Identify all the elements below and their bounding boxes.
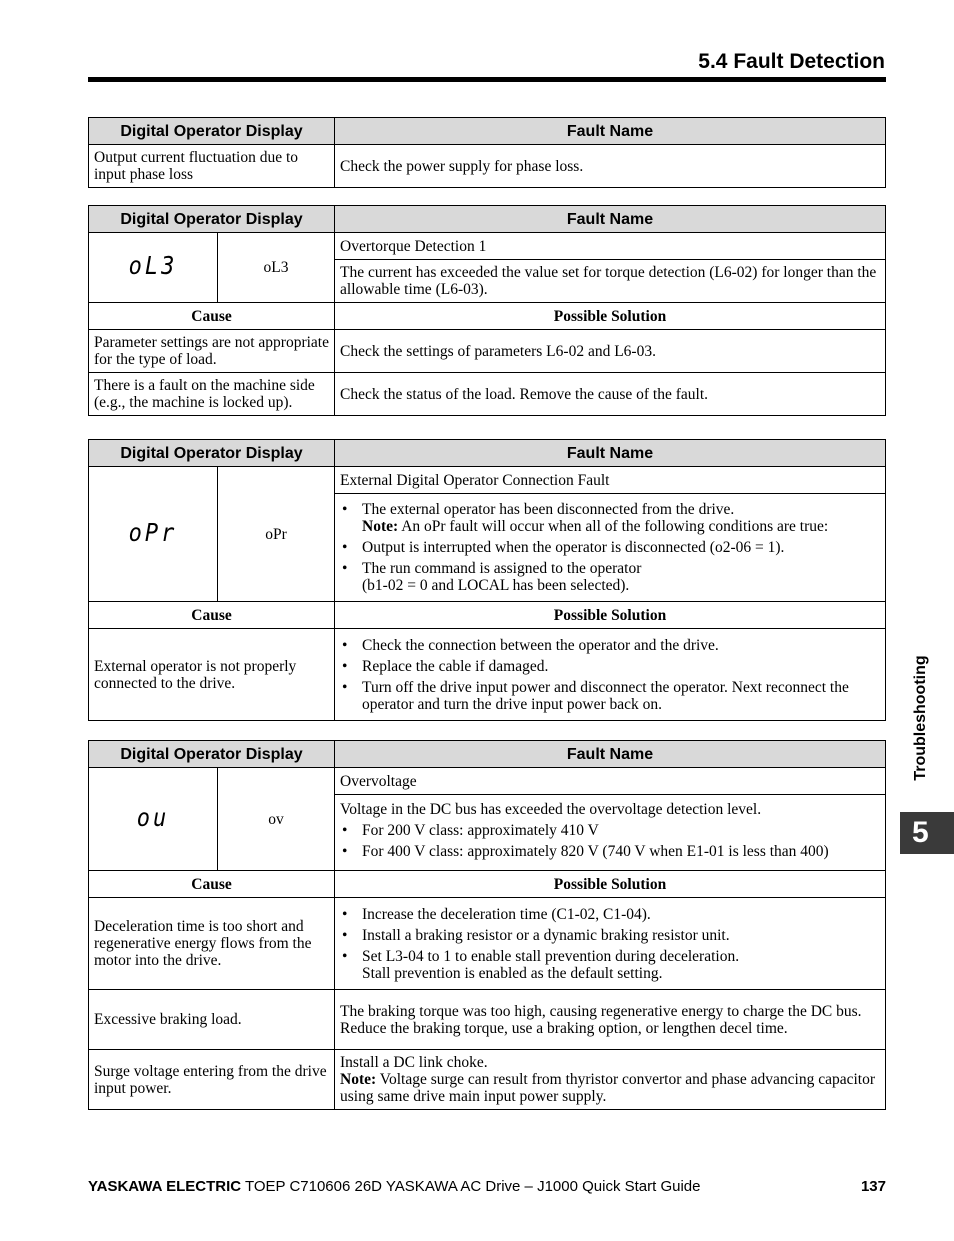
list-item: • For 400 V class: approximately 820 V (740 V when E1-01 is less than 400) bbox=[340, 843, 880, 860]
fault-name: Overvoltage bbox=[335, 768, 886, 795]
col-header-fault: Fault Name bbox=[335, 440, 886, 467]
fault-name: External Digital Operator Connection Fault bbox=[335, 467, 886, 494]
chapter-number-tab: 5 bbox=[900, 812, 954, 854]
list-item: • Check the connection between the operator and the drive. bbox=[340, 637, 880, 654]
led-text: oL3 bbox=[128, 252, 178, 281]
footer-brand: YASKAWA ELECTRIC bbox=[88, 1178, 242, 1195]
solution-cell: The braking torque was too high, causing regenerative energy to charge the DC bus. Reduce the braking torque, use a braking option, or lengthen decel time. bbox=[335, 990, 886, 1050]
side-tab-troubleshooting: Troubleshooting bbox=[912, 654, 929, 781]
solution-cell: Check the settings of parameters L6-02 and L6-03. bbox=[335, 330, 886, 373]
col-header-fault: Fault Name bbox=[335, 206, 886, 233]
note-label: Note: bbox=[362, 518, 399, 535]
fault-table-ov bbox=[88, 740, 886, 1110]
list-item: • The external operator has been disconnected from the drive. Note: An oPr fault will occur when all of the following conditions are true: bbox=[340, 501, 880, 535]
col-header-display: Digital Operator Display bbox=[89, 440, 335, 467]
cause-header: Cause bbox=[89, 871, 335, 898]
cause-cell: There is a fault on the machine side (e.g., the machine is locked up). bbox=[89, 373, 335, 416]
fault-code: oPr bbox=[218, 467, 335, 602]
fault-description: Voltage in the DC bus has exceeded the overvoltage detection level. • For 200 V class: approximately 410 V • For 400 V class: approximately 820 V (740 V when E1-01 is less than 400) bbox=[335, 795, 886, 871]
solution-cell: Install a DC link choke. Note: Voltage surge can result from thyristor convertor and phase advancing capacitor using same drive main input power supply. bbox=[335, 1050, 886, 1110]
solution-header: Possible Solution bbox=[335, 602, 886, 629]
footer bbox=[88, 1178, 886, 1195]
led-display bbox=[89, 768, 218, 871]
fault-table-1 bbox=[88, 117, 886, 188]
list-item: • For 200 V class: approximately 410 V bbox=[340, 822, 880, 839]
cause-cell: External operator is not properly connected to the drive. bbox=[89, 629, 335, 721]
list-item: • The run command is assigned to the operator (b1-02 = 0 and LOCAL has been selected). bbox=[340, 560, 880, 594]
solution-header: Possible Solution bbox=[335, 871, 886, 898]
fault-table-ol3 bbox=[88, 205, 886, 416]
solution-cell: Check the status of the load. Remove the cause of the fault. bbox=[335, 373, 886, 416]
list-item: • Increase the deceleration time (C1-02, C1-04). bbox=[340, 906, 880, 923]
fault-code: oL3 bbox=[218, 233, 335, 303]
led-text: oPr bbox=[128, 518, 178, 548]
cause-header: Cause bbox=[89, 602, 335, 629]
list-item: • Install a braking resistor or a dynamic braking resistor unit. bbox=[340, 927, 880, 944]
solution-cell bbox=[335, 629, 886, 721]
list-item: • Turn off the drive input power and disconnect the operator. Next reconnect the operator and turn the drive input power back on. bbox=[340, 679, 880, 713]
solution-cell bbox=[335, 898, 886, 990]
fault-description: The current has exceeded the value set for torque detection (L6-02) for longer than the allowable time (L6-03). bbox=[335, 260, 886, 303]
col-header-display: Digital Operator Display bbox=[89, 206, 335, 233]
fault-name: Overtorque Detection 1 bbox=[335, 233, 886, 260]
col-header-fault: Fault Name bbox=[335, 741, 886, 768]
fault-description bbox=[335, 494, 886, 602]
cause-cell: Excessive braking load. bbox=[89, 990, 335, 1050]
cause-cell: Deceleration time is too short and regenerative energy flows from the motor into the drive. bbox=[89, 898, 335, 990]
col-header-fault: Fault Name bbox=[335, 118, 886, 145]
note-label: Note: bbox=[340, 1071, 377, 1088]
list-item: • Set L3-04 to 1 to enable stall prevention during deceleration. Stall prevention is enabled as the default setting. bbox=[340, 948, 880, 982]
col-header-display: Digital Operator Display bbox=[89, 118, 335, 145]
col-header-display: Digital Operator Display bbox=[89, 741, 335, 768]
page-number: 137 bbox=[860, 1178, 886, 1195]
led-display bbox=[89, 467, 218, 602]
cause-cell: Output current fluctuation due to input phase loss bbox=[89, 145, 335, 188]
led-text: ou bbox=[136, 803, 170, 833]
footer-doc: TOEP C710606 26D YASKAWA AC Drive – J1000 Quick Start Guide bbox=[241, 1178, 701, 1195]
cause-cell: Surge voltage entering from the drive input power. bbox=[89, 1050, 335, 1110]
fault-code: ov bbox=[218, 768, 335, 871]
cause-cell: Parameter settings are not appropriate for the type of load. bbox=[89, 330, 335, 373]
list-item: • Output is interrupted when the operator is disconnected (o2-06 = 1). bbox=[340, 539, 880, 556]
fault-table-opr bbox=[88, 439, 886, 721]
header-rule bbox=[88, 77, 886, 82]
led-display bbox=[89, 233, 218, 303]
solution-cell: Check the power supply for phase loss. bbox=[335, 145, 886, 188]
section-title: 5.4 Fault Detection bbox=[698, 50, 885, 73]
cause-header: Cause bbox=[89, 303, 335, 330]
solution-header: Possible Solution bbox=[335, 303, 886, 330]
list-item: • Replace the cable if damaged. bbox=[340, 658, 880, 675]
